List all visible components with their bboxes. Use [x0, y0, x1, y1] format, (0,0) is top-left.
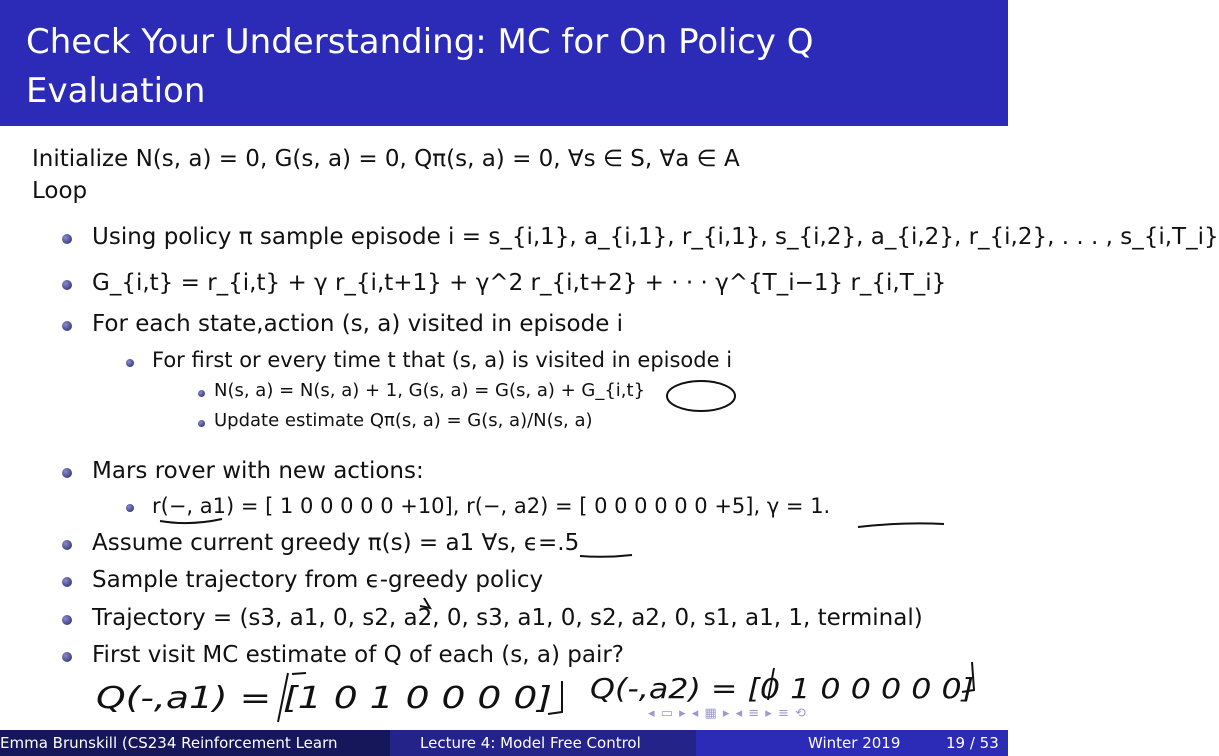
trajectory-item: Trajectory = (s3, a1, 0, s2, a2, 0, s3, a1, 0, s2, a2, 0, s1, a1, 1, terminal) — [92, 605, 923, 631]
footer-term-page — [696, 730, 1008, 756]
nav-prev-frame-icon[interactable]: ◂ — [648, 706, 656, 721]
footer-page: 19 / 53 — [945, 734, 999, 752]
footer-lecture: Lecture 4: Model Free Control — [390, 730, 696, 756]
ink-underline-a1 — [160, 519, 222, 523]
nav-prev-section-icon[interactable]: ◂ — [691, 706, 700, 721]
nav-frame-icon[interactable]: ▭ — [660, 706, 674, 721]
nav-next-frame-icon[interactable]: ▸ — [679, 706, 687, 721]
return-formula-item: G_{i,t} = r_{i,t} + γ r_{i,t+1} + γ^2 r_{i,t+2} + · · · γ^{T_i−1} r_{i,T_i} — [92, 270, 947, 296]
nav-search-icon[interactable]: ⟲ — [795, 706, 807, 721]
nav-prev-subsection-icon[interactable]: ◂ — [735, 706, 744, 721]
mars-rover-item: Mars rover with new actions: — [92, 458, 424, 484]
ink-circle-return — [667, 381, 735, 411]
init-line: Initialize N(s, a) = 0, G(s, a) = 0, Qπ(s, a) = 0, ∀s ∈ S, ∀a ∈ A — [32, 146, 740, 172]
sample-trajectory-item: Sample trajectory from ϵ-greedy policy — [92, 567, 544, 593]
nav-menu-icon[interactable]: ≡ — [777, 706, 790, 721]
nav-subsection-icon[interactable]: ≡ — [748, 706, 761, 721]
ink-underline-epsilon — [580, 555, 632, 557]
nav-section-icon[interactable]: ▦ — [704, 706, 718, 721]
nav-next-subsection-icon[interactable]: ▸ — [765, 706, 773, 721]
update-counts-item: N(s, a) = N(s, a) + 1, G(s, a) = G(s, a) + G_{i,t} — [214, 380, 646, 401]
ink-q-a1: Q(-,a1) = [1 0 1 0 0 0 0] — [96, 681, 552, 716]
first-every-item: For first or every time t that (s, a) is visited in episode i — [152, 348, 733, 372]
ink-q-a2: Q(-,a2) = [0 1 0 0 0 0 0] — [590, 672, 974, 705]
rewards-item: r(−, a1) = [ 1 0 0 0 0 0 +10], r(−, a2) = [ 0 0 0 0 0 0 +5], γ = 1. — [152, 494, 831, 518]
ink-underline-gamma — [858, 523, 944, 527]
first-visit-question-item: First visit MC estimate of Q of each (s, a) pair? — [92, 642, 625, 668]
nav-next-section-icon[interactable]: ▸ — [722, 706, 731, 721]
footer-bar — [0, 730, 1008, 756]
sample-episode-item: Using policy π sample episode i = s_{i,1}, a_{i,1}, r_{i,1}, s_{i,2}, a_{i,2}, r_{i,2}, . . . , s_{i,T_i} — [92, 224, 1219, 250]
ink-check-mark — [420, 598, 430, 608]
foreach-item: For each state,action (s, a) visited in episode i — [92, 311, 624, 337]
footer-author: Emma Brunskill (CS234 Reinforcement Learn — [0, 730, 390, 756]
slide-title: Check Your Understanding: MC for On Policy Q Evaluation — [26, 22, 814, 111]
footer-term: Winter 2019 — [808, 734, 901, 752]
greedy-policy-item: Assume current greedy π(s) = a1 ∀s, ϵ=.5 — [92, 530, 580, 556]
loop-line: Loop — [32, 178, 88, 204]
beamer-navigation — [648, 706, 807, 721]
update-estimate-item: Update estimate Qπ(s, a) = G(s, a)/N(s, a) — [214, 410, 593, 431]
